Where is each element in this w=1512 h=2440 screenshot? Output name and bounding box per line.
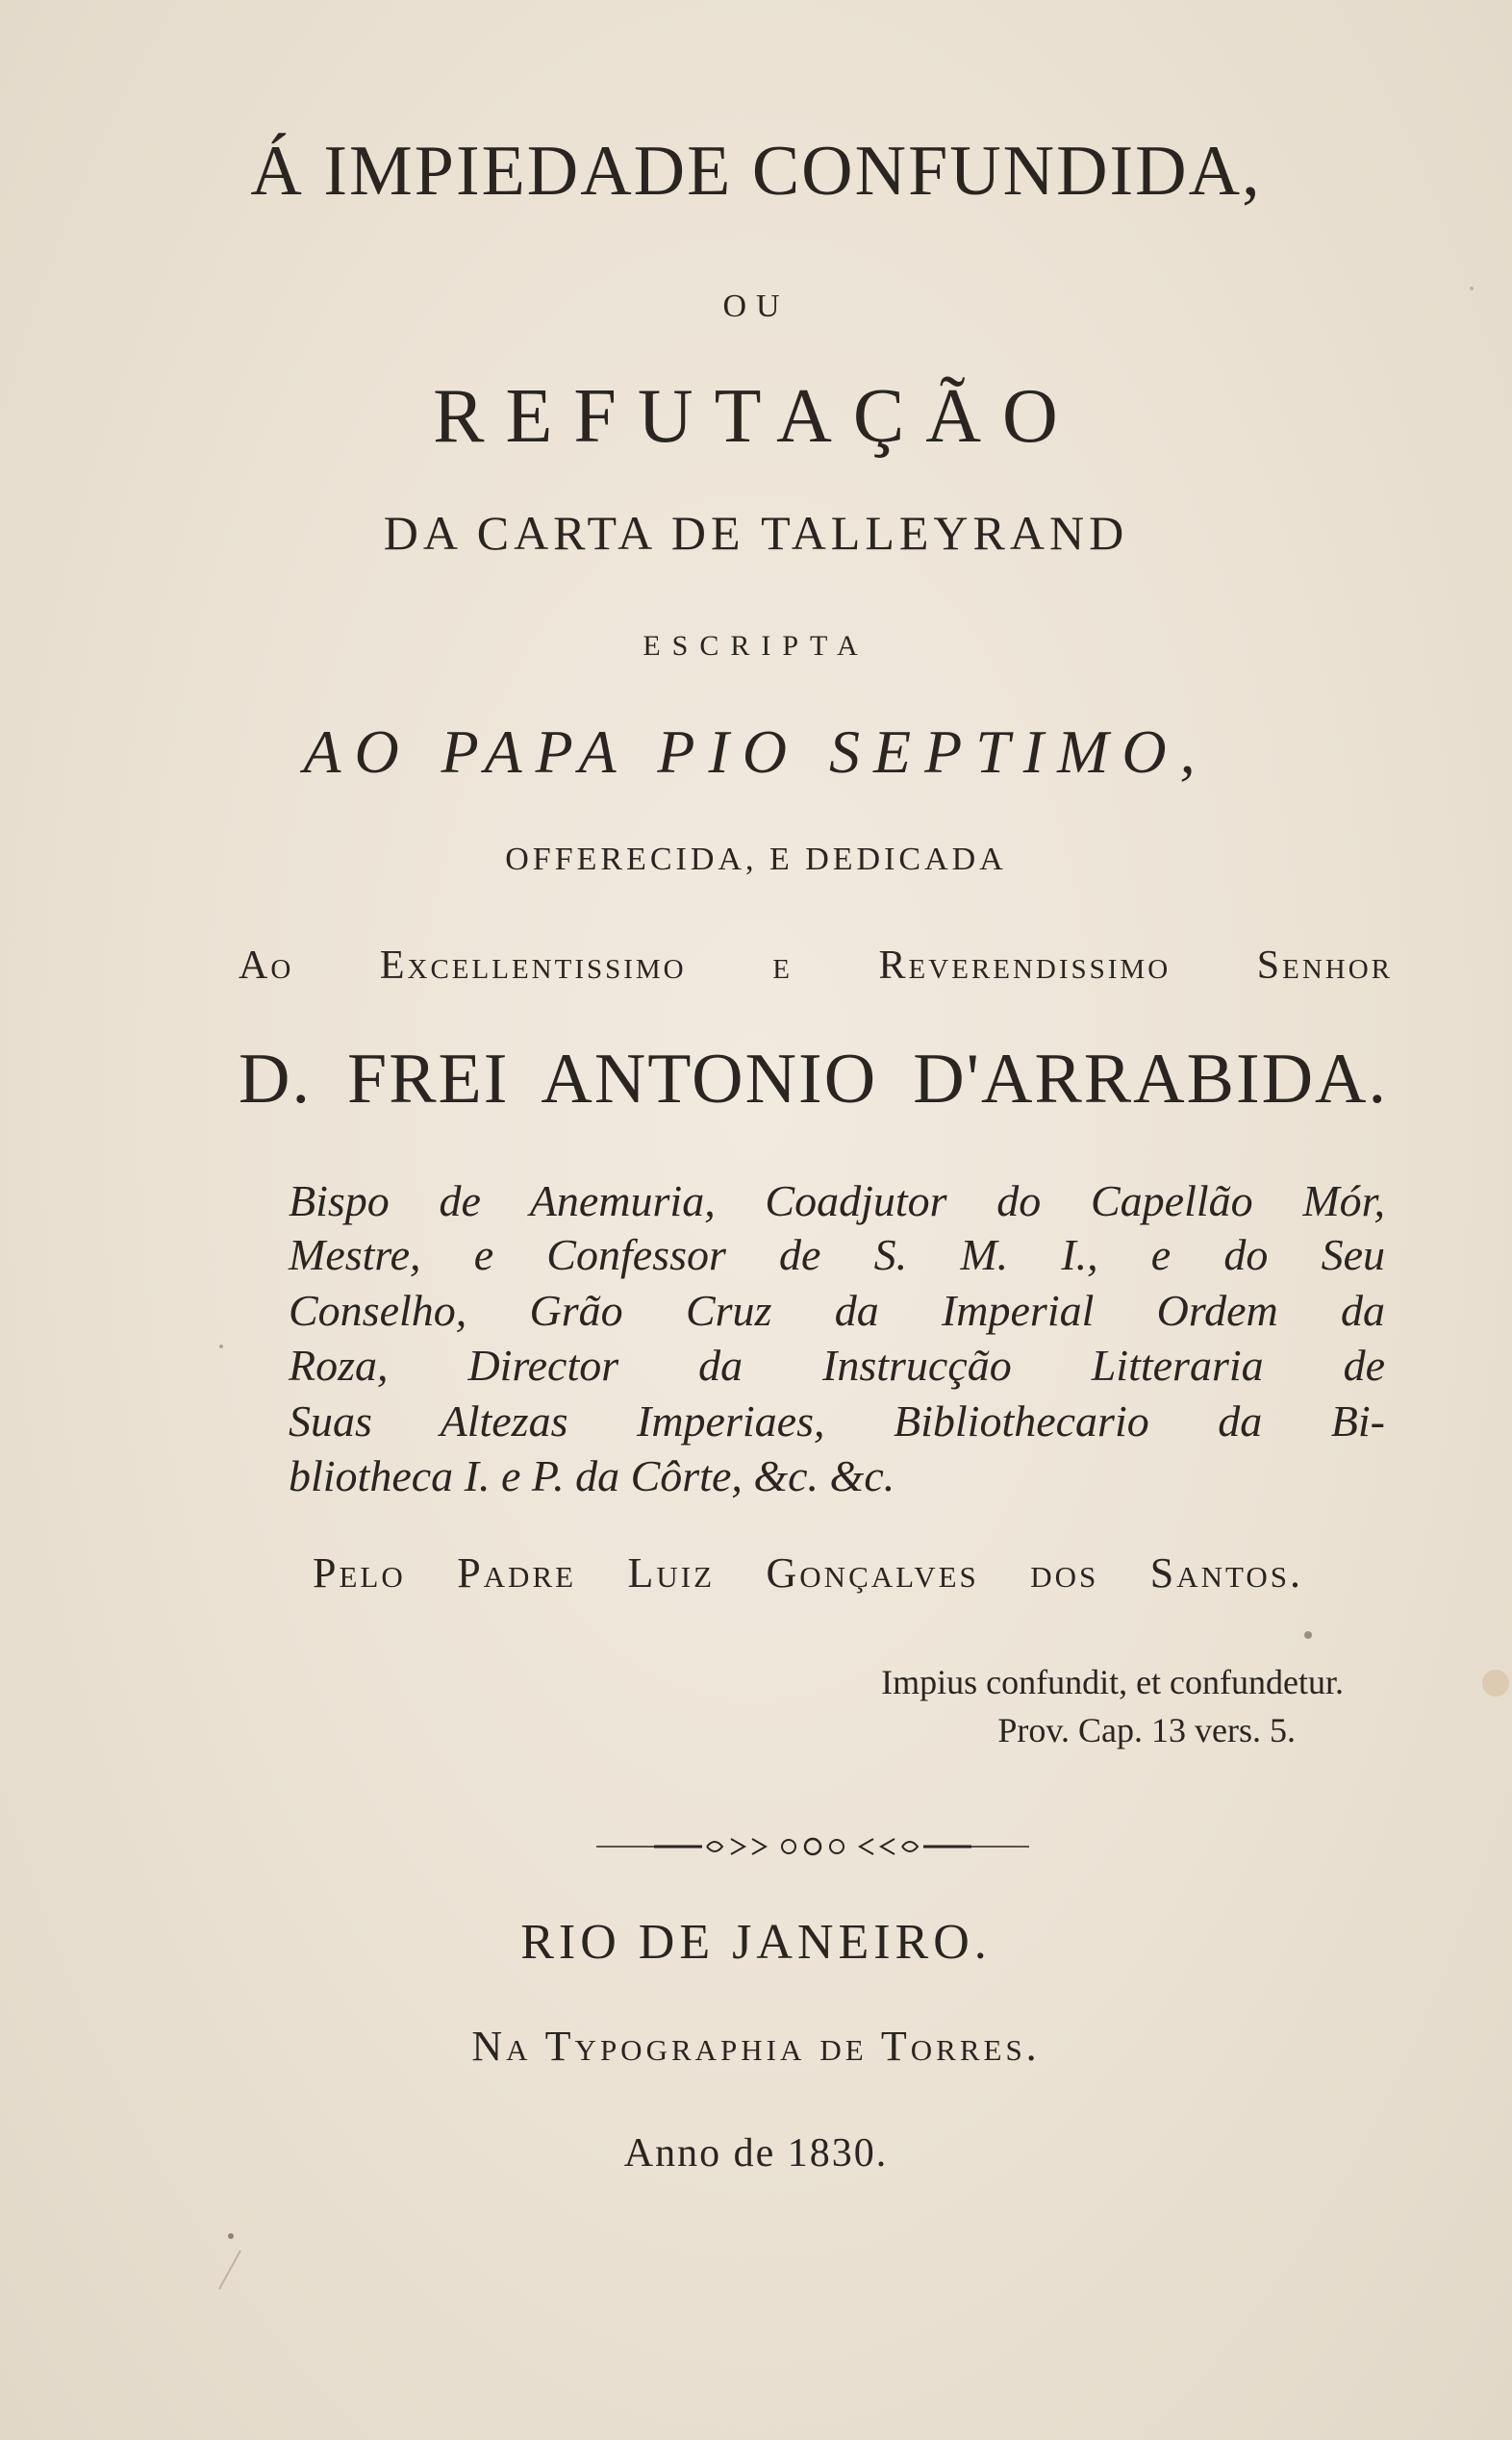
dedicatee-titles-line: Conselho, Grão Cruz da Imperial Ordem da xyxy=(289,1286,1385,1335)
dedicatee-titles-line: Suas Altezas Imperiaes, Bibliothecario da Bi- xyxy=(289,1396,1385,1446)
imprint-city: RIO DE JANEIRO. xyxy=(520,1915,992,1970)
dedicatee-name: D. FREI ANTONIO D'ARRABIDA. xyxy=(239,1040,1388,1119)
dedicatee-titles-line: Mestre, e Confessor de S. M. I., e do Seu xyxy=(289,1230,1385,1279)
subtitle-refutacao: REFUTAÇÃO xyxy=(433,374,1079,459)
subtitle-ao-papa: AO PAPA PIO SEPTIMO, xyxy=(303,717,1209,786)
epigraph-text: Impius confundit, et confundetur. xyxy=(881,1663,1344,1701)
book-title: Á IMPIEDADE CONFUNDIDA, xyxy=(250,132,1262,211)
subtitle-da-carta: DA CARTA DE TALLEYRAND xyxy=(383,506,1129,560)
imprint-printer: Na Typographia de Torres. xyxy=(471,2023,1041,2070)
epigraph-citation: Prov. Cap. 13 vers. 5. xyxy=(997,1711,1296,1749)
conjunction-ou: OU xyxy=(722,289,790,324)
dedicatee-titles-line: Roza, Director da Instrucção Litteraria de xyxy=(289,1341,1385,1390)
imprint-year: Anno de 1830. xyxy=(623,2131,889,2176)
dedicatee-titles-line: bliotheca I. e P. da Côrte, &c. &c. xyxy=(289,1451,895,1500)
author-line: Pelo Padre Luiz Gonçalves dos Santos. xyxy=(313,1549,1303,1597)
dedicatee-titles-line: Bispo de Anemuria, Coadjutor do Capellão Mór, xyxy=(289,1176,1385,1225)
ornament-divider xyxy=(596,1827,1029,1866)
subtitle-escripta: ESCRIPTA xyxy=(643,630,869,662)
dedication-heading: OFFERECIDA, E DEDICADA xyxy=(505,842,1007,877)
dedication-honorific: Ao Excellentissimo e Reverendissimo Senhor xyxy=(239,943,1393,988)
